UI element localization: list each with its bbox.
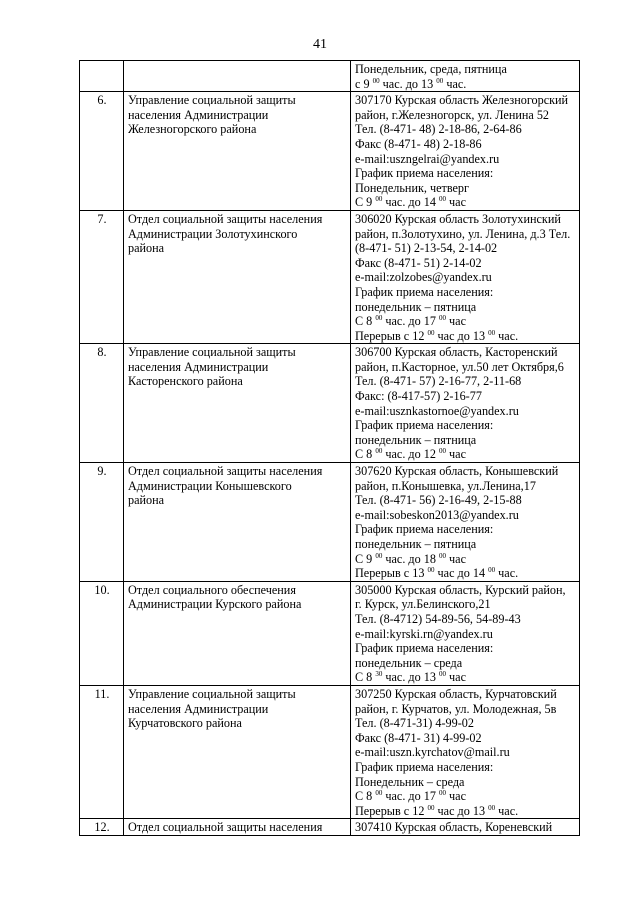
schedule-text: час.: [495, 328, 519, 343]
contact-info-cell: [351, 685, 580, 818]
organization-name-line: Отдел социального обеспечения: [128, 582, 296, 597]
organization-name-line: Отдел социальной защиты населения: [128, 211, 323, 226]
organization-name-line: района: [128, 493, 165, 508]
time-minutes-superscript: 00: [436, 76, 444, 85]
contact-info-line: График приема населения:: [355, 522, 494, 537]
organization-name-line: района: [128, 241, 165, 256]
time-minutes-superscript: 00: [439, 670, 446, 679]
time-minutes-superscript: 30: [375, 670, 383, 679]
contact-info-line: район, г. Курчатов, ул. Молодежная, 5в: [355, 701, 557, 716]
contact-info-line: 307250 Курская область, Курчатовский: [355, 686, 557, 701]
organization-name-line: Отдел социальной защиты населения: [128, 464, 323, 479]
schedule-text: С 8: [355, 789, 376, 804]
schedule-text: час: [446, 195, 466, 210]
organization-name-line: Отдел социальной защиты населения: [128, 820, 323, 835]
contact-info-line: График приема населения:: [355, 641, 494, 656]
schedule-text: час: [446, 789, 466, 804]
schedule-text: час: [446, 551, 466, 566]
schedule-text: С 8: [355, 670, 376, 685]
contact-info-cell: [351, 581, 580, 685]
organization-cell: [124, 92, 351, 211]
time-minutes-superscript: 00: [439, 314, 446, 323]
contact-info-line: (8-471- 51) 2-13-54, 2-14-02: [355, 241, 498, 256]
organization-name-line: населения Администрации: [128, 359, 269, 374]
contact-info-line: [355, 314, 576, 329]
time-minutes-superscript: 00: [375, 195, 383, 204]
contact-info-line: [355, 552, 576, 567]
contact-info-line: район, п.Конышевка, ул.Ленина,17: [355, 478, 536, 493]
schedule-text: С 8: [355, 447, 376, 462]
table-row: [80, 463, 580, 582]
schedule-text: Перерыв с 13: [355, 566, 428, 581]
table-row: [80, 685, 580, 818]
time-minutes-superscript: 00: [372, 76, 380, 85]
row-number: 10.: [94, 582, 110, 597]
contact-info-line: Факс (8-471- 31) 4-99-02: [355, 730, 482, 745]
time-minutes-superscript: 00: [488, 566, 496, 575]
organization-name-line: Касторенского района: [128, 374, 243, 389]
row-number-cell: [80, 463, 124, 582]
time-minutes-superscript: 00: [375, 314, 383, 323]
time-minutes-superscript: 00: [427, 803, 435, 812]
contact-info-line: e-mail:zolzobes@yandex.ru: [355, 270, 492, 285]
contact-info-line: e-mail:sobeskon2013@yandex.ru: [355, 507, 519, 522]
row-number-cell: [80, 581, 124, 685]
contact-info-line: г. Курск, ул.Белинского,21: [355, 597, 491, 612]
row-number-cell: [80, 61, 124, 92]
contact-info-line: [355, 329, 576, 344]
row-number: 8.: [97, 345, 107, 360]
contact-info-line: 306020 Курская область Золотухинский: [355, 211, 561, 226]
time-minutes-superscript: 00: [375, 551, 383, 560]
contact-info-line: Понедельник, среда, пятница: [355, 62, 507, 76]
organization-cell: [124, 61, 351, 92]
contact-info-line: район, г.Железногорск, ул. Ленина 52: [355, 107, 550, 122]
contact-info-line: понедельник – среда: [355, 655, 463, 670]
contact-info-line: [355, 566, 576, 581]
contact-info-line: Тел. (8-471- 57) 2-16-77, 2-11-68: [355, 374, 522, 389]
contact-info-cell: [351, 92, 580, 211]
contact-info-line: 307620 Курская область, Конышевский: [355, 464, 559, 479]
schedule-text: час.: [495, 566, 519, 581]
schedule-text: час. до 18: [382, 551, 439, 566]
contact-info-line: Тел. (8-471-31) 4-99-02: [355, 716, 474, 731]
row-number: 9.: [97, 464, 107, 479]
schedule-text: С 9: [355, 551, 376, 566]
social-protection-offices-table: [79, 60, 580, 836]
organization-name-line: Администрации Конышевского: [128, 478, 292, 493]
schedule-text: час. до 13: [379, 76, 437, 91]
schedule-text: Перерыв с 12: [355, 328, 428, 343]
schedule-text: час. до 14: [382, 195, 439, 210]
organization-name-line: Администрации Золотухинского: [128, 226, 298, 241]
organization-cell: [124, 463, 351, 582]
organization-name-line: Администрации Курского района: [128, 597, 302, 612]
table-row: [80, 210, 580, 343]
time-minutes-superscript: 00: [488, 803, 496, 812]
table-row: [80, 344, 580, 463]
schedule-text: час до 13: [434, 803, 489, 818]
contact-info-line: e-mail:uszn.kyrchatov@mail.ru: [355, 745, 510, 760]
time-minutes-superscript: 00: [375, 789, 383, 798]
organization-name-line: населения Администрации: [128, 107, 269, 122]
contact-info-line: [355, 447, 576, 462]
contact-info-cell: [351, 210, 580, 343]
contact-info-line: 307410 Курская область, Кореневский: [355, 820, 553, 835]
schedule-text: час до 13: [434, 328, 489, 343]
contact-info-line: [355, 804, 576, 819]
time-minutes-superscript: 00: [427, 328, 435, 337]
row-number: 11.: [94, 686, 110, 701]
schedule-text: с 9: [355, 76, 373, 91]
contact-info-line: e-mail:usznkastornoe@yandex.ru: [355, 403, 519, 418]
contact-info-line: 305000 Курская область, Курский район,: [355, 582, 566, 597]
contact-info-line: [355, 77, 576, 92]
organization-cell: [124, 581, 351, 685]
time-minutes-superscript: 00: [427, 566, 435, 575]
schedule-text: Перерыв с 12: [355, 803, 428, 818]
contact-info-line: График приема населения:: [355, 166, 494, 181]
time-minutes-superscript: 00: [439, 447, 446, 456]
contact-info-line: Факс (8-471- 51) 2-14-02: [355, 255, 482, 270]
contact-info-line: Понедельник, четверг: [355, 180, 470, 195]
schedule-text: час: [446, 314, 466, 329]
schedule-text: час: [446, 447, 466, 462]
row-number-cell: [80, 344, 124, 463]
schedule-text: час. до 17: [382, 789, 439, 804]
contact-info-line: График приема населения:: [355, 284, 494, 299]
contact-info-line: 307170 Курская область Железногорский: [355, 93, 569, 108]
time-minutes-superscript: 00: [439, 789, 446, 798]
schedule-text: час. до 17: [382, 314, 439, 329]
contact-info-cell: [351, 819, 580, 836]
organization-name-line: Курчатовского района: [128, 716, 242, 731]
contact-info-line: Факс (8-471- 48) 2-18-86: [355, 136, 482, 151]
schedule-text: С 9: [355, 195, 376, 210]
contact-info-line: 306700 Курская область, Касторенский: [355, 345, 558, 360]
contact-info-line: e-mail:kyrski.rn@yandex.ru: [355, 626, 493, 641]
row-number: 7.: [97, 211, 107, 226]
contact-info-line: район, п.Золотухино, ул. Ленина, д.3 Тел.: [355, 226, 571, 241]
contact-info-line: График приема населения:: [355, 418, 494, 433]
row-number-cell: [80, 210, 124, 343]
schedule-text: час. до 12: [382, 447, 439, 462]
schedule-text: час до 14: [434, 566, 489, 581]
contact-info-line: [355, 789, 576, 804]
contact-info-line: Понедельник – среда: [355, 774, 465, 789]
contact-info-line: понедельник – пятница: [355, 432, 477, 447]
contact-info-line: Тел. (8-471- 56) 2-16-49, 2-15-88: [355, 493, 522, 508]
organization-name-line: Железногорского района: [128, 122, 257, 137]
contact-info-cell: [351, 463, 580, 582]
contact-info-line: [355, 670, 576, 685]
table-row: [80, 581, 580, 685]
row-number-cell: [80, 92, 124, 211]
organization-name-line: Управление социальной защиты: [128, 686, 296, 701]
time-minutes-superscript: 00: [488, 328, 496, 337]
organization-cell: [124, 819, 351, 836]
contact-info-line: Факс: (8-417-57) 2-16-77: [355, 389, 482, 404]
schedule-text: час.: [495, 803, 519, 818]
organization-cell: [124, 685, 351, 818]
page-number: 41: [313, 37, 327, 52]
organization-name-line: Управление социальной защиты: [128, 93, 296, 108]
contact-info-line: График приема населения:: [355, 759, 494, 774]
schedule-text: С 8: [355, 314, 376, 329]
time-minutes-superscript: 00: [375, 447, 383, 456]
contact-info-line: понедельник – пятница: [355, 537, 477, 551]
contact-info-cell: [351, 344, 580, 463]
schedule-text: час: [446, 670, 466, 685]
table-row: [80, 819, 580, 836]
organization-cell: [124, 210, 351, 343]
schedule-text: час. до 13: [382, 670, 439, 685]
row-number-cell: [80, 819, 124, 836]
row-number: 6.: [97, 93, 107, 108]
time-minutes-superscript: 00: [439, 551, 446, 560]
organization-name-line: населения Администрации: [128, 701, 269, 716]
contact-info-line: Тел. (8-471- 48) 2-18-86, 2-64-86: [355, 122, 522, 137]
organization-name-line: Управление социальной защиты: [128, 345, 296, 360]
organization-cell: [124, 344, 351, 463]
row-number: 12.: [94, 820, 110, 835]
contact-info-line: e-mail:uszngelrai@yandex.ru: [355, 151, 500, 166]
row-number-cell: [80, 685, 124, 818]
contact-info-line: район, п.Касторное, ул.50 лет Октября,6: [355, 359, 564, 374]
time-minutes-superscript: 00: [439, 195, 446, 204]
table-row: [80, 92, 580, 211]
contact-info-line: [355, 195, 576, 210]
contact-info-cell: [351, 61, 580, 92]
contact-info-line: понедельник – пятница: [355, 299, 477, 314]
schedule-text: час.: [443, 76, 467, 91]
contact-info-line: Тел. (8-4712) 54-89-56, 54-89-43: [355, 611, 521, 626]
table-row: [80, 61, 580, 92]
